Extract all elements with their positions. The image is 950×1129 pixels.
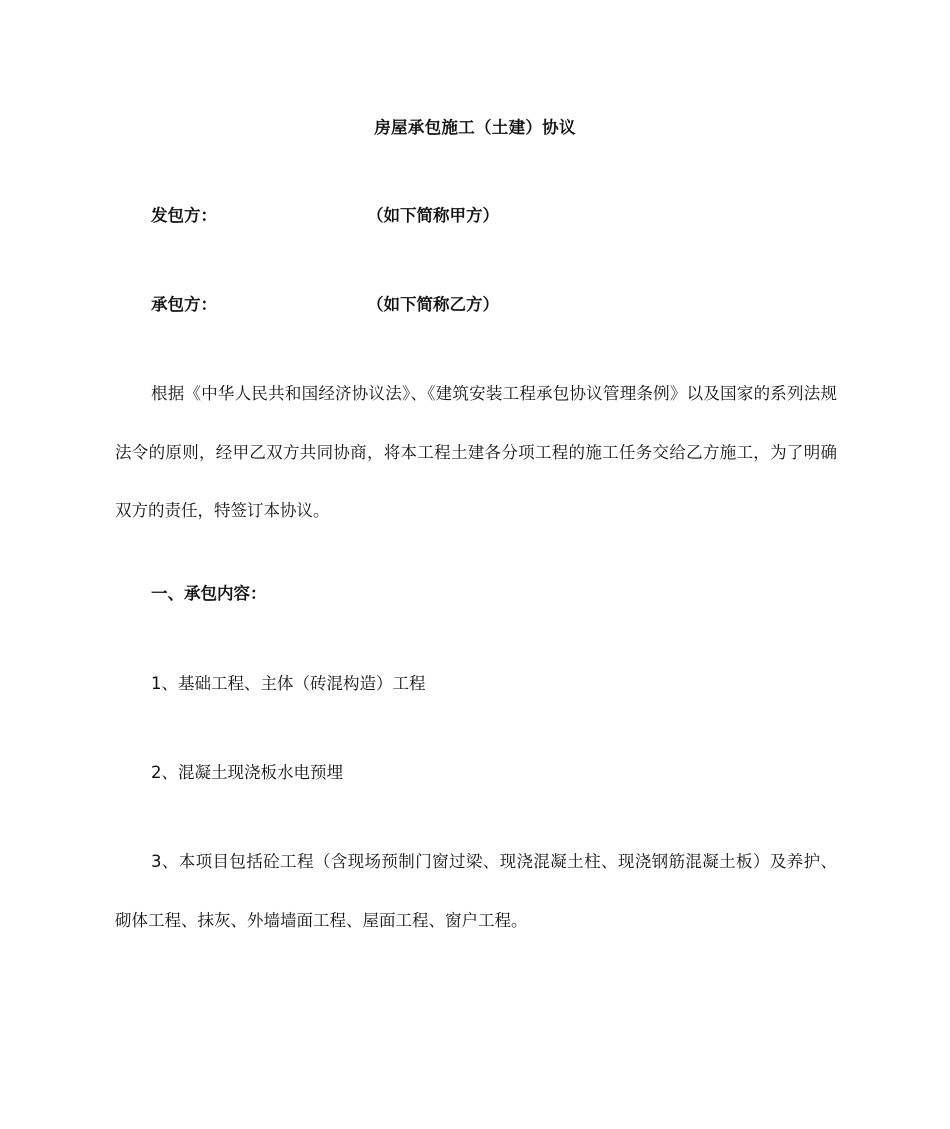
scope-item-3: 3、本项目包括砼工程（含现场预制门窗过梁、现浇混凝土柱、现浇钢筋混凝土板）及养护、 砌体工程、抹灰、外墙墙面工程、屋面工程、窗户工程。 bbox=[115, 852, 837, 930]
issuer-label: 发包方： bbox=[151, 206, 217, 225]
scope-item-1: 1、基础工程、主体（砖混构造）工程 bbox=[151, 674, 426, 693]
section-heading-contract-scope: 一、承包内容： bbox=[151, 584, 267, 603]
intro-paragraph: 根据《中华人民共和国经济协议法》、《建筑安装工程承包协议管理条例》以及国家的系列法规法令的原则，经甲乙双方共同协商，将本工程土建各分项工程的施工任务交给乙方施工，为了明确双方的责任，特签订本协议。 bbox=[115, 384, 837, 520]
issuer-row bbox=[151, 204, 511, 228]
contractor-row bbox=[151, 293, 511, 317]
issuer-note: （如下简称甲方） bbox=[367, 206, 499, 225]
document-title: 房屋承包施工（土建）协议 bbox=[374, 118, 576, 137]
contractor-label: 承包方： bbox=[151, 295, 217, 314]
scope-item-2: 2、混凝土现浇板水电预埋 bbox=[151, 763, 343, 782]
contractor-note: （如下简称乙方） bbox=[367, 295, 499, 314]
